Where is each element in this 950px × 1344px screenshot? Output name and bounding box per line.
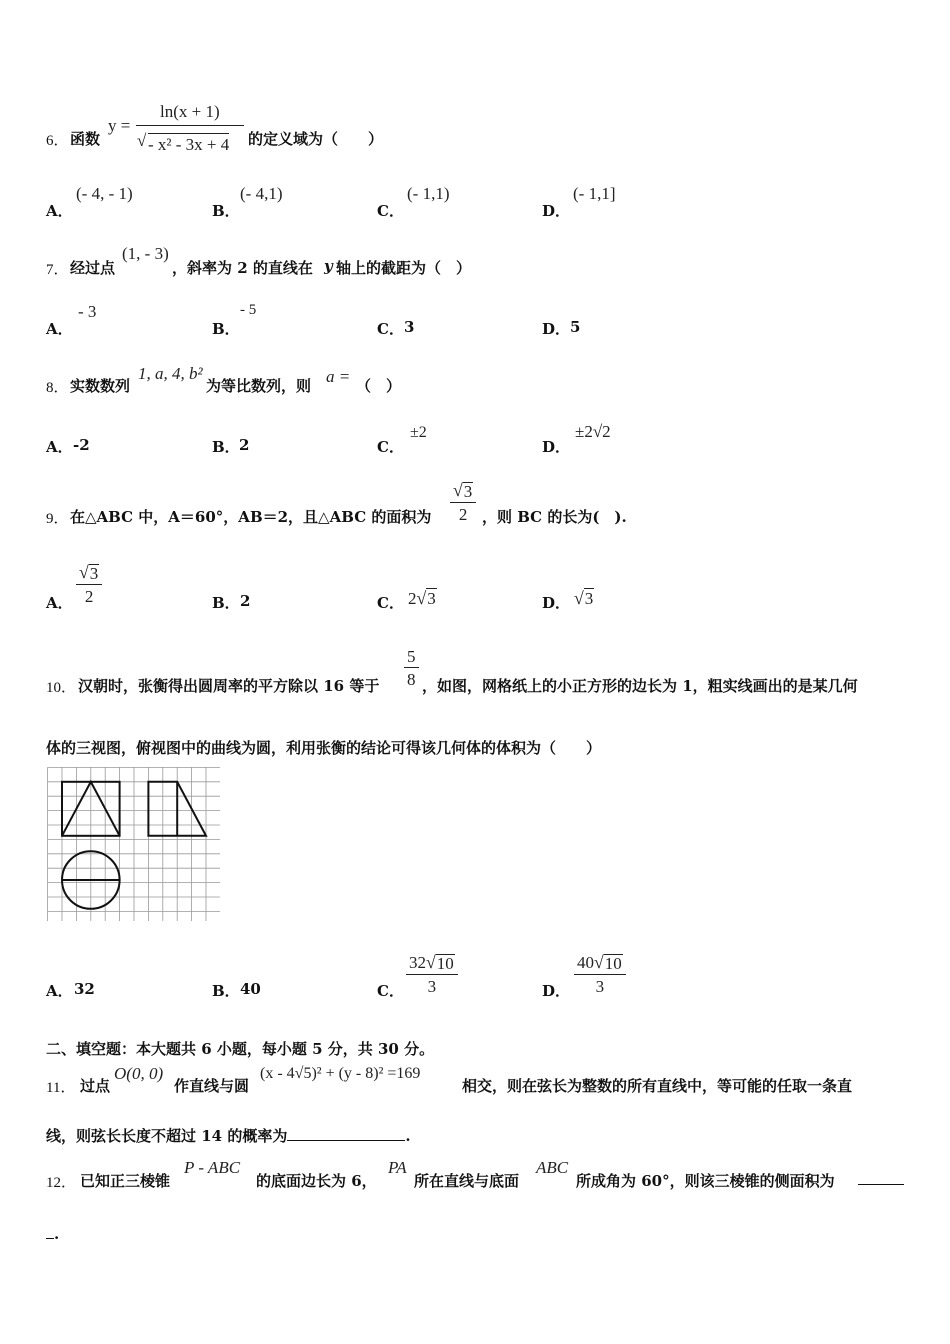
q9-option-d-value: √ 3 [574,588,594,608]
q10-line2: 体的三视图，俯视图中的曲线为圆，利用张衡的结论可得该几何体的体积为（ ） [46,739,602,757]
q10-number: 10． [46,680,77,696]
q7-post-b: 轴上的截距为（ ） [336,259,472,277]
q7-stem [46,244,646,278]
q10-post: ，如图，网格纸上的小正方形的边长为 1，粗实线画出的是某几何 [422,677,858,695]
q10-stem [46,646,916,702]
q8-option-c-label: C． [377,438,404,456]
q6-option-b-value: (- 4,1) [240,184,283,203]
q10-option-a-label: A． [46,982,73,1000]
q9-option-a-label: A． [46,594,73,612]
q11-number: 11． [46,1080,76,1096]
q9-option-d-root: 3 [584,589,594,608]
q6-post: 的定义域为（ ） [248,130,384,148]
q8-option-d-label: D． [542,438,571,456]
q8-option-b-label: B． [212,438,240,456]
q7-option-c-label: C． [377,320,404,338]
q9-area-den: 2 [458,505,468,524]
q9-stem [46,480,666,536]
q8-post-a: 为等比数列，则 [206,377,312,395]
q6-option-d-label: D． [542,202,571,220]
q12-mid-a: 的底面边长为 6， [256,1172,377,1190]
section2-heading: 二、填空题：本大题共 6 小题，每小题 5 分，共 30 分。 [46,1040,435,1058]
q10-option-d-den: 3 [595,977,605,996]
q7-pre: 经过点 [70,259,116,277]
q10-option-c-coef: 32 [409,953,426,973]
q12-pre: 已知正三棱锥 [80,1172,171,1190]
q12-answer-blank-cont[interactable] [46,1224,54,1239]
q10-ratio [404,648,419,688]
q10-option-c-label: C． [377,982,404,1000]
q8-stem [46,362,546,396]
q11-line2 [46,1125,411,1146]
q11-point: O(0, 0) [114,1064,164,1083]
q12-base: ABC [536,1158,569,1177]
q7-axis: y [324,257,333,275]
q9-option-b-value: 2 [240,592,251,610]
q8-option-a-value: -2 [73,436,90,454]
q9-option-b-label: B． [212,594,240,612]
q8-option-a-label: A． [46,438,73,456]
q10-ratio-den: 8 [407,670,416,689]
q9-option-c-label: C． [377,594,404,612]
q6-func-lhs: y = [108,116,131,135]
q11-end: . [405,1127,411,1145]
q11-circle: (x - 4√5)² + (y - 8)² =169 [260,1065,421,1082]
q7-option-b-label: B． [212,320,240,338]
q8-number: 8． [46,380,69,396]
q9-option-c-coef: 2 [408,589,417,608]
q12-mid-b: 所在直线与底面 [414,1172,520,1190]
q12-stem [46,1158,916,1191]
q12-line2 [46,1224,59,1243]
q9-post: ，则 BC 的长为( ). [482,508,627,526]
q8-pre: 实数数列 [70,377,131,395]
q9-area-fraction: √ 3 2 [450,482,476,523]
q7-option-c-value: 3 [404,318,415,336]
q6-option-a-value: (- 4, - 1) [76,184,133,203]
q10-option-c-root: 10 [436,954,454,973]
q6-option-a-label: A． [46,202,73,220]
q7-option-d-value: 5 [570,318,581,336]
q10-option-c-value: 32 √ 10 3 [406,954,458,995]
q10-grid [48,767,220,921]
q10-option-a-value: 32 [74,980,95,998]
q10-option-b-label: B． [212,982,240,1000]
q12-edge: PA [388,1158,407,1177]
q11-answer-blank[interactable] [287,1126,405,1141]
q10-option-c-den: 3 [427,977,437,996]
q6-func-den: - x² - 3x + 4 [148,135,230,154]
q11-post: 相交，则在弦长为整数的所有直线中，等可能的任取一条直 [462,1077,853,1095]
q7-option-a-label: A． [46,320,73,338]
q6-root-sign: √ [137,131,147,150]
q7-post-a: ，斜率为 2 的直线在 [172,259,313,277]
q11-stem [46,1064,916,1094]
q6-option-d-value: (- 1,1] [573,184,616,203]
q12-end: . [54,1225,60,1243]
q12-number: 12． [46,1175,77,1191]
q10-three-view-figure [46,767,220,923]
q10-option-d-root: 10 [604,954,622,973]
q10-option-d-label: D． [542,982,571,1000]
q10-option-d-coef: 40 [577,953,594,973]
q8-option-c-value: ±2 [410,424,427,441]
q10-option-d-value: 40 √ 10 3 [574,954,626,995]
q8-post-b: （ ） [356,377,402,395]
q10-ratio-num: 5 [404,648,419,668]
q6-option-c-label: C． [377,202,404,220]
q7-option-b-value: - 5 [240,302,257,318]
q7-number: 7． [46,262,69,278]
q12-answer-blank[interactable] [858,1170,904,1185]
q8-eq: a = [326,367,351,386]
q9-option-a-den: 2 [84,587,94,606]
q12-post: 所成角为 60°，则该三棱锥的侧面积为 [576,1172,835,1190]
q7-point: (1, - 3) [122,244,169,263]
q6-fraction-bar [136,125,244,126]
q9-option-a-root: 3 [89,564,99,583]
q11-line2-text: 线，则弦长长度不超过 14 的概率为 [46,1127,288,1145]
q11-mid: 作直线与圆 [174,1077,250,1095]
q9-option-c-value: 2 √ 3 [408,588,436,608]
q10-pre: 汉朝时，张衡得出圆周率的平方除以 16 等于 [78,677,380,695]
q6-func-num: ln(x + 1) [160,102,220,121]
q10-option-b-value: 40 [240,980,261,998]
q9-number: 9． [46,511,69,527]
q6-option-c-value: (- 1,1) [407,184,450,203]
q9-pre: 在△ABC 中，A＝60°，AB＝2，且△ABC 的面积为 [70,508,432,526]
q8-sequence: 1, a, 4, b² [138,364,203,383]
q6-number: 6． [46,133,69,149]
q7-option-a-value: - 3 [78,302,97,321]
q12-pyramid: P - ABC [184,1158,241,1177]
q6-option-b-label: B． [212,202,240,220]
q9-option-d-label: D． [542,594,571,612]
q6-pre: 函数 [70,130,101,148]
q11-pre: 过点 [80,1077,111,1095]
q9-option-c-root: 3 [427,589,436,608]
q8-option-d-value: ±2√2 [575,422,611,441]
q9-area-root: 3 [463,482,473,501]
q8-option-b-value: 2 [239,436,250,454]
q9-option-a-value: √ 3 2 [76,564,102,605]
q7-option-d-label: D． [542,320,571,338]
